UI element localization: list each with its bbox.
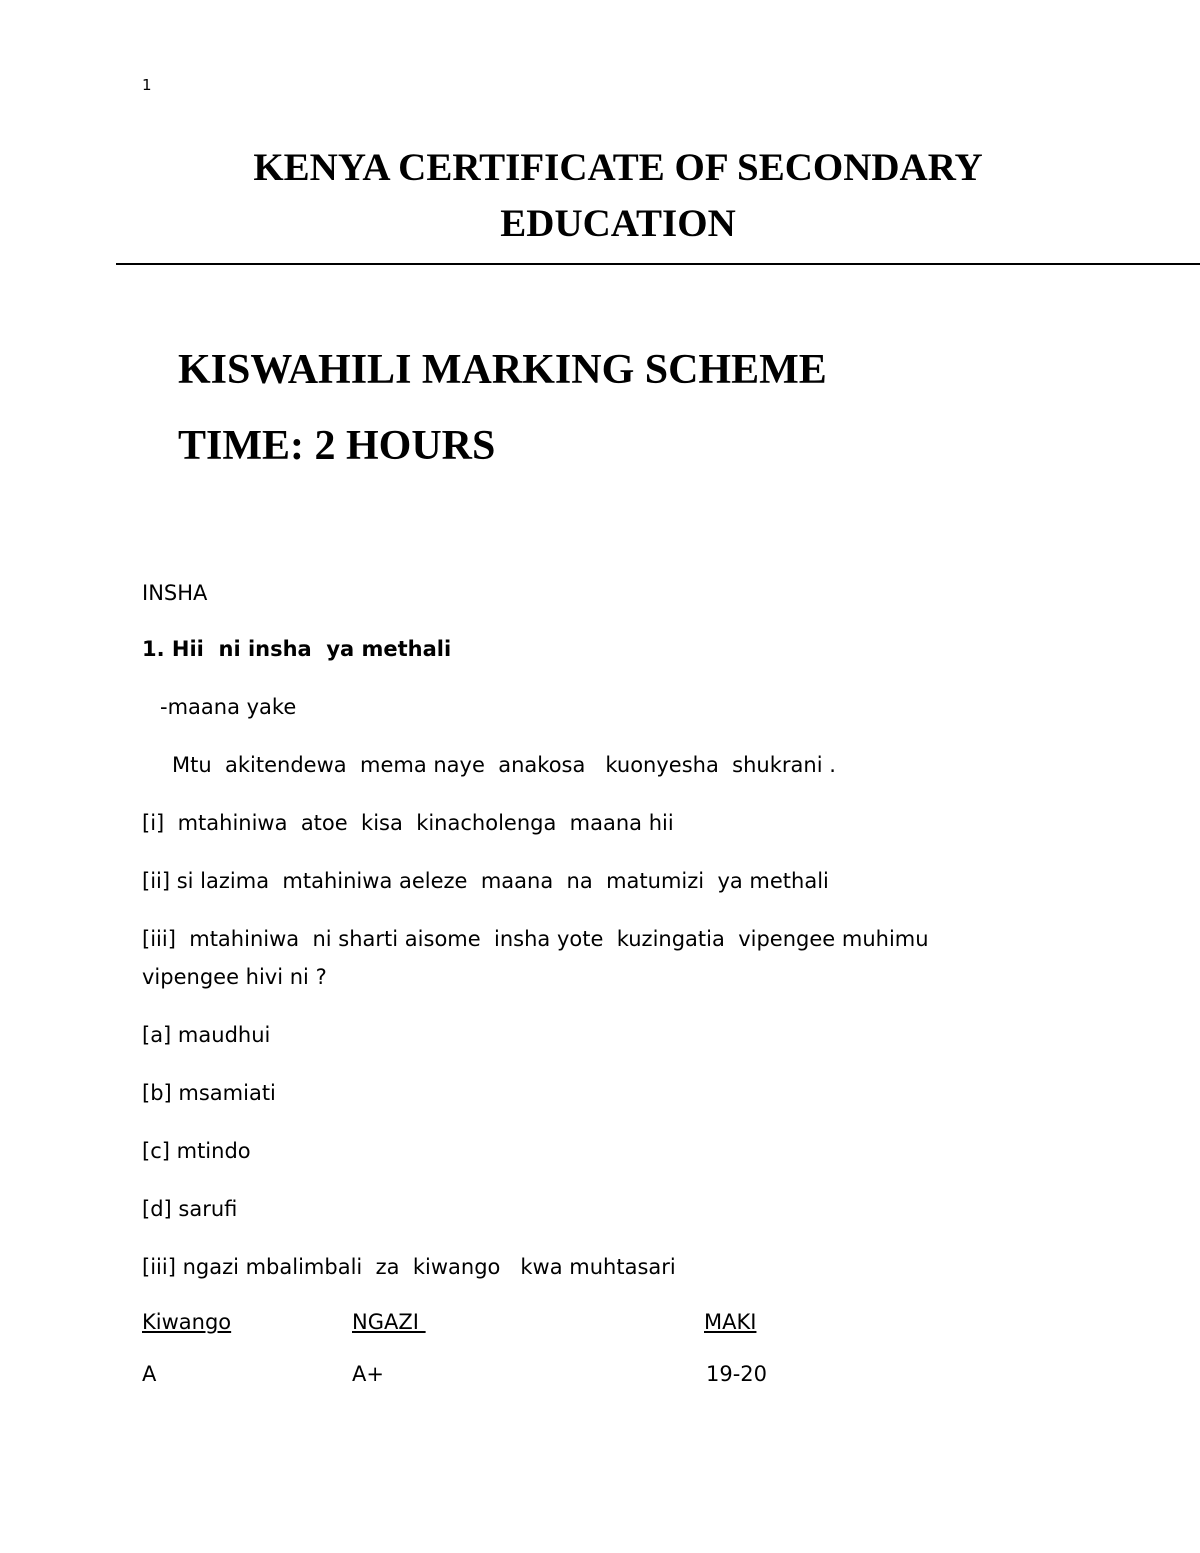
table-header-ngazi: NGAZI bbox=[352, 1310, 426, 1334]
item-b: [b] msamiati bbox=[142, 1081, 276, 1105]
header-divider bbox=[116, 263, 1200, 265]
meaning-label: -maana yake bbox=[160, 695, 297, 719]
table-cell-maki: 19-20 bbox=[706, 1362, 768, 1386]
point-iii-line-2: vipengee hivi ni ? bbox=[142, 965, 327, 989]
exam-header bbox=[200, 140, 1036, 252]
table-header-kiwango: Kiwango bbox=[142, 1310, 232, 1334]
meaning-text: Mtu akitendewa mema naye anakosa kuonyesha shukrani . bbox=[172, 753, 836, 777]
point-iii-levels: [iii] ngazi mbalimbali za kiwango kwa muhtasari bbox=[142, 1255, 676, 1279]
page-number: 1 bbox=[142, 76, 152, 94]
header-line-1: KENYA CERTIFICATE OF SECONDARY bbox=[253, 146, 983, 189]
point-i: [i] mtahiniwa atoe kisa kinacholenga maana hii bbox=[142, 811, 674, 835]
document-title: KISWAHILI MARKING SCHEME bbox=[178, 347, 827, 393]
section-heading: INSHA bbox=[142, 581, 208, 605]
table-cell-kiwango: A bbox=[142, 1362, 157, 1386]
item-a: [a] maudhui bbox=[142, 1023, 271, 1047]
table-header-maki: MAKI bbox=[704, 1310, 757, 1334]
item-c: [c] mtindo bbox=[142, 1139, 251, 1163]
item-d: [d] sarufi bbox=[142, 1197, 238, 1221]
point-ii: [ii] si lazima mtahiniwa aeleze maana na matumizi ya methali bbox=[142, 869, 829, 893]
point-iii-line-1: [iii] mtahiniwa ni sharti aisome insha yote kuzingatia vipengee muhimu bbox=[142, 927, 929, 951]
table-cell-ngazi: A+ bbox=[352, 1362, 384, 1386]
time-allowed: TIME: 2 HOURS bbox=[178, 423, 496, 469]
header-line-2: EDUCATION bbox=[500, 202, 736, 245]
question-1: 1. Hii ni insha ya methali bbox=[142, 637, 452, 661]
